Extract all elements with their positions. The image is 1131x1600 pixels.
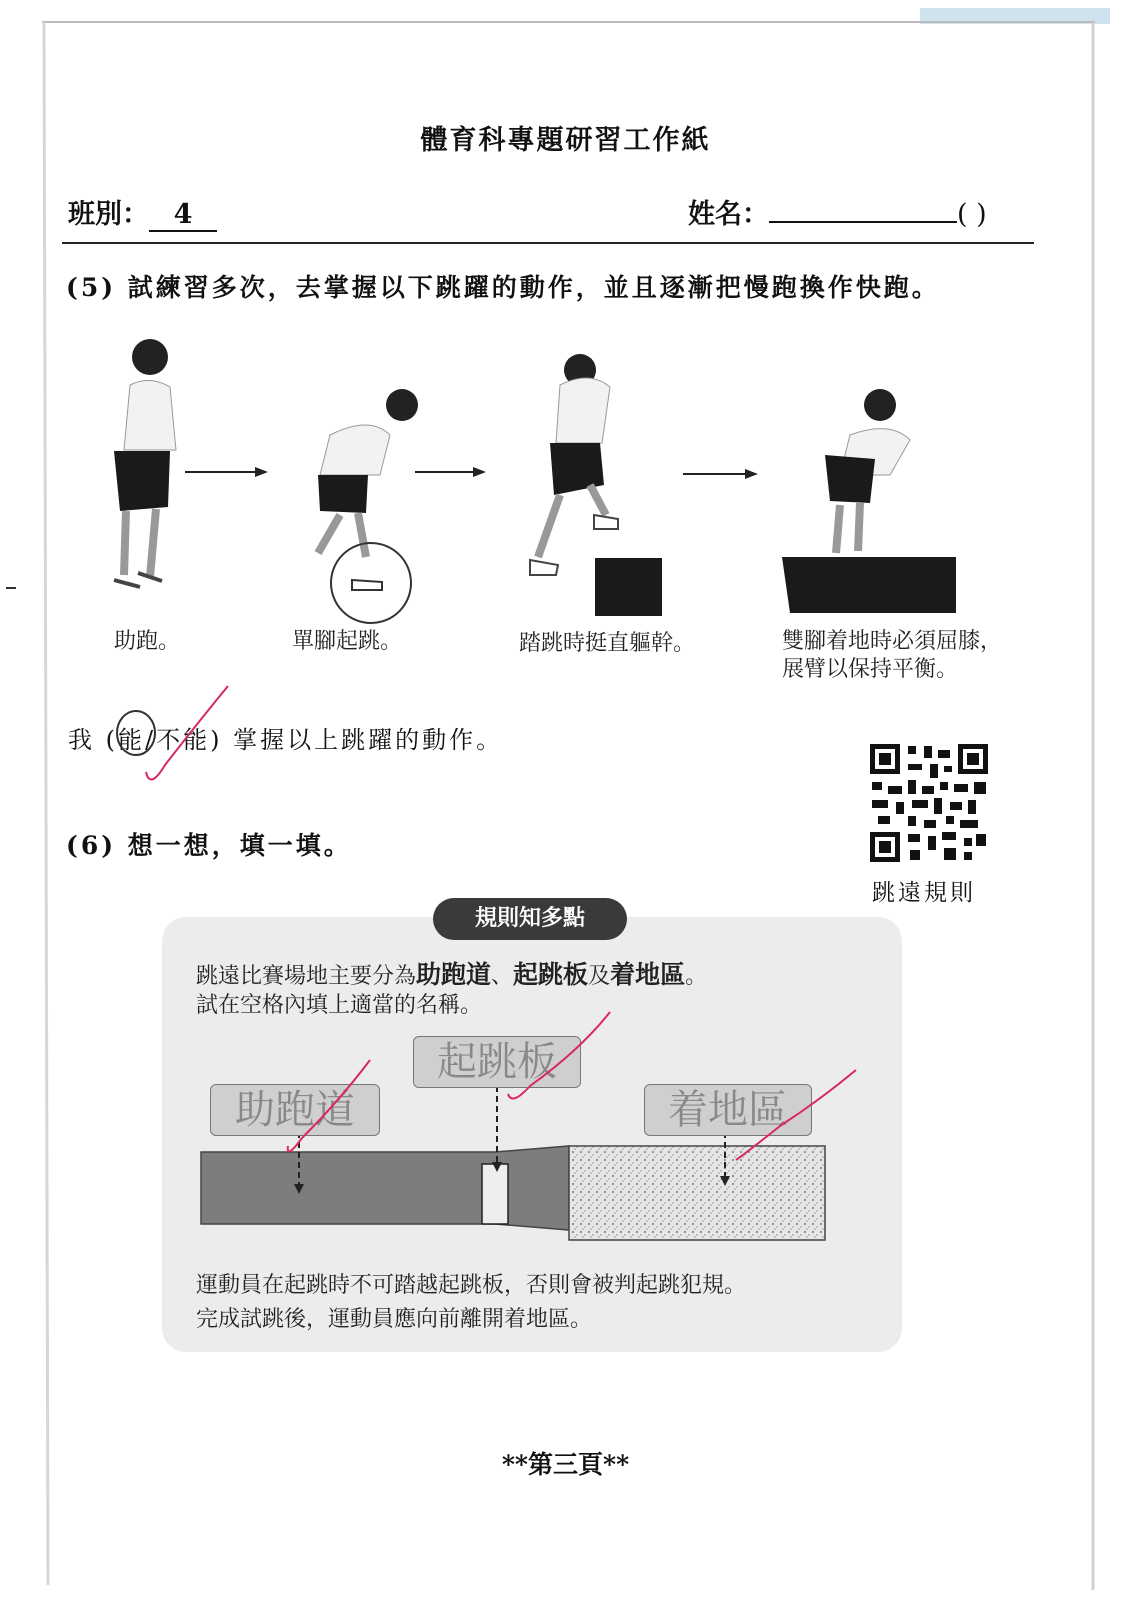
question-6: (6) 想一想，填一填。 xyxy=(66,831,352,860)
page-footer: **第三頁** xyxy=(501,1450,630,1479)
worksheet-title: 體育科專題研習工作紙 xyxy=(420,125,711,156)
class-label: 班別： xyxy=(68,199,149,230)
name-field xyxy=(688,192,987,231)
option-can[interactable]: 能 xyxy=(118,726,145,754)
caption-landing-1: 雙腳着地時必須屈膝， xyxy=(782,629,1003,654)
header-rule xyxy=(62,242,1034,244)
info-line-3: 運動員在起跳時不可踏越起跳板，否則會被判起跳犯規。 xyxy=(196,1273,747,1298)
class-value[interactable]: 4 xyxy=(149,199,217,232)
qr-label: 跳遠規則 xyxy=(872,880,976,906)
question-5: (5) 試練習多次，去掌握以下跳躍的動作，並且逐漸把慢跑換作快跑。 xyxy=(66,273,940,302)
term-board: 起跳板 xyxy=(513,960,589,989)
caption-takeoff: 單腳起跳。 xyxy=(292,629,403,654)
answer-prefix: 我 ( xyxy=(68,726,118,754)
name-value[interactable] xyxy=(769,221,957,223)
term-runway: 助跑道 xyxy=(416,960,492,989)
figure-flight xyxy=(530,354,662,616)
answer-suffix: ) 掌握以上跳躍的動作。 xyxy=(210,726,504,754)
info-line-1-end: 。 xyxy=(685,964,708,989)
info-line-1-prefix: 跳遠比賽場地主要分為 xyxy=(196,964,417,989)
figure-landing xyxy=(782,389,956,613)
rules-badge: 規則知多點 xyxy=(433,898,627,940)
class-number-paren: ( ) xyxy=(957,199,987,230)
info-line-4: 完成試跳後，運動員應向前離開着地區。 xyxy=(196,1307,593,1332)
class-field xyxy=(68,192,217,232)
term-and: 及 xyxy=(588,964,611,989)
answer-box-runway[interactable]: 助跑道 xyxy=(210,1084,380,1136)
caption-run-up: 助跑。 xyxy=(114,629,181,654)
name-label: 姓名： xyxy=(688,199,769,230)
answer-box-board[interactable]: 起跳板 xyxy=(413,1036,581,1088)
info-line-2: 試在空格內填上適當的名稱。 xyxy=(196,993,483,1018)
jump-sequence-illustration xyxy=(90,325,990,625)
qr-code-icon[interactable] xyxy=(868,742,990,864)
term-landing: 着地區 xyxy=(610,960,686,989)
answer-box-landing[interactable]: 着地區 xyxy=(644,1084,812,1136)
term-separator: 、 xyxy=(491,964,514,989)
info-line-1 xyxy=(196,955,707,991)
handwritten-check xyxy=(110,680,250,790)
option-separator: / xyxy=(145,726,157,754)
option-cannot[interactable]: 不能 xyxy=(156,726,211,754)
figure-run-up xyxy=(114,339,176,587)
handwritten-checks xyxy=(280,1010,870,1170)
figure-takeoff xyxy=(318,389,418,623)
caption-straight-trunk: 踏跳時挺直軀幹。 xyxy=(519,631,696,656)
caption-landing-2: 展臂以保持平衡。 xyxy=(782,657,959,682)
